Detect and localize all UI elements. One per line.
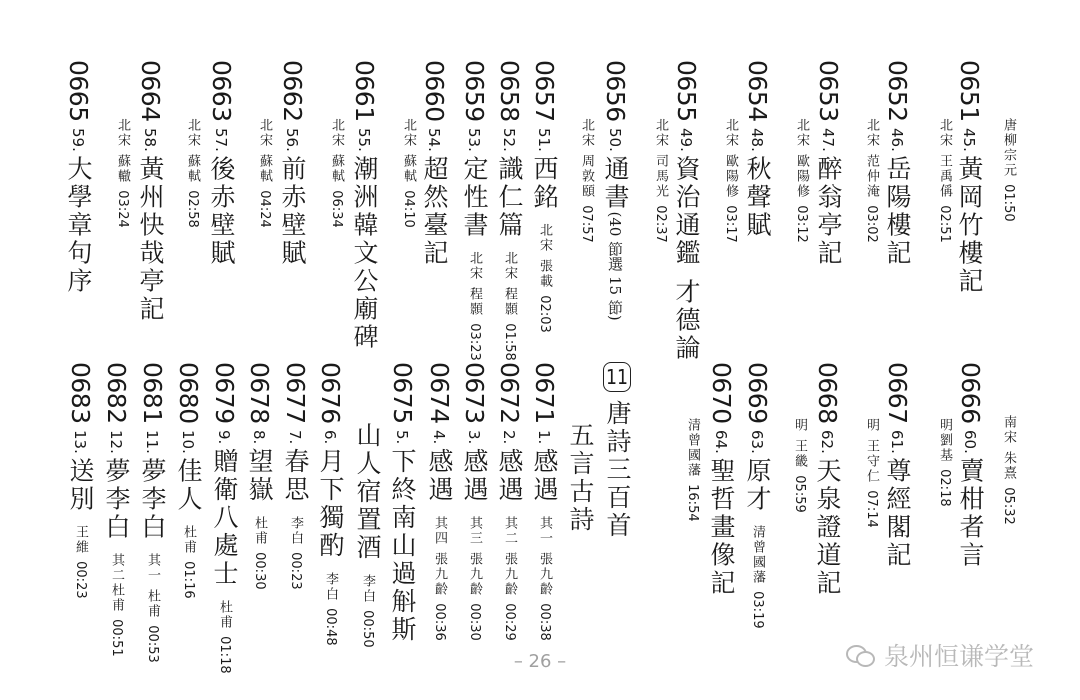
section-number-badge: 11 [603,362,631,392]
entry-0675: 06755.下終南山過斛斯 [388,362,417,644]
entry-0664: 066458.黃州快哉亭記 [136,60,165,324]
entry-0660-author: 北宋 蘇軾 04:10 [401,118,416,228]
entry-0656-author: 北宋 周敦頤 07:57 [579,118,594,243]
entry-0651: 065145.黃岡竹樓記 [955,60,984,296]
entry-0668-author: 明 王畿 05:59 [792,418,807,513]
entry-0678: 06788.望嶽杜甫 00:30 [245,362,274,590]
entry-0664-author: 北宋 蘇轍 03:24 [115,118,130,228]
entry-0671: 06711.感遇其一 張九齡 00:38 [530,362,559,641]
entry-0666: 066660.賣柑者言 [956,362,985,570]
entry-0659: 065953.定性書北宋 程顥 03:23 [460,60,489,362]
entry-0681: 068111.夢李白其一 杜甫 00:53 [138,362,167,664]
entry-0654-author: 北宋 歐陽修 03:17 [723,118,738,243]
entry-0663-author: 北宋 蘇軾 02:58 [185,118,200,228]
entry-0651-author: 北宋 王禹偁 02:51 [937,118,952,243]
entry-0669: 066963.原才清曾國藩 03:19 [743,362,772,630]
entry-0676: 06766.月下獨酌李白 00:48 [316,362,345,646]
entry-0652-author: 北宋 范仲淹 03:02 [864,118,879,243]
section-subtitle: 五言古詩 [566,422,595,534]
entry-0665-author-continued: 南宋 朱熹 05:32 [1001,415,1016,525]
page-number: – 26 – [513,651,567,672]
entry-0683: 068313.送別王維 00:23 [66,362,95,600]
entry-0666-author: 明劉基 02:18 [937,418,952,507]
entry-0679: 06799.贈衛八處士杜甫 01:18 [210,362,239,674]
watermark [846,637,1034,673]
entry-0680: 068010.佳人杜甫 01:16 [174,362,203,600]
entry-0653: 065347.醉翁亭記 [814,60,843,268]
wechat-icon [846,643,876,667]
entry-0674: 06744.感遇其四 張九齡 00:36 [425,362,454,641]
entry-0670-author: 清曾國藩 16:54 [685,418,700,522]
entry-0655: 065549.資治通鑑 才德論 [672,60,701,363]
entry-0672: 06722.感遇其二 張九齡 00:29 [495,362,524,641]
entry-0665: 066559.大學章句序 [64,60,93,296]
entry-0663: 066357.後赤壁賦 [207,60,236,268]
entry-0661-author: 北宋 蘇軾 06:34 [329,118,344,228]
entry-0657: 065751.西銘北宋 張載 02:03 [530,60,559,334]
entry-0677: 06777.春思李白 00:23 [281,362,310,590]
entry-0670: 067064.聖哲畫像記 [707,362,736,598]
entry-0675-continued: 山人宿置酒李白 00:50 [353,422,382,648]
entry-0667-author: 明 王守仁 07:14 [864,418,879,528]
section-heading [603,362,631,540]
entry-0668: 066862.天泉證道記 [813,362,842,598]
entry-0661: 066155.潮洲韓文公廟碑 [350,60,379,352]
entry-0650-author-continued: 唐柳宗元 01:50 [1001,118,1016,222]
entry-0662: 066256.前赤壁賦 [278,60,307,268]
watermark-text: 泉州恒谦学堂 [884,642,1035,671]
entry-0673: 06733.感遇其三 張九齡 00:30 [460,362,489,641]
section-title: 唐詩三百首 [603,400,632,540]
entry-0662-author: 北宋 蘇軾 04:24 [257,118,272,228]
entry-0655-author: 北宋 司馬光 02:37 [653,118,668,243]
entry-0682: 068212.夢李白其二杜甫 00:51 [102,362,131,658]
entry-0667: 066761.尊經閣記 [883,362,912,570]
entry-0658: 065852.識仁篇北宋 程顥 01:58 [495,60,524,362]
entry-0660: 066054.超然臺記 [420,60,449,268]
entry-0652: 065246.岳陽樓記 [883,60,912,268]
entry-0656: 065650.通書(40 節選 15 節) [601,60,630,321]
entry-0654: 065448.秋聲賦 [743,60,772,240]
entry-0653-author: 北宋 歐陽修 03:12 [794,118,809,243]
